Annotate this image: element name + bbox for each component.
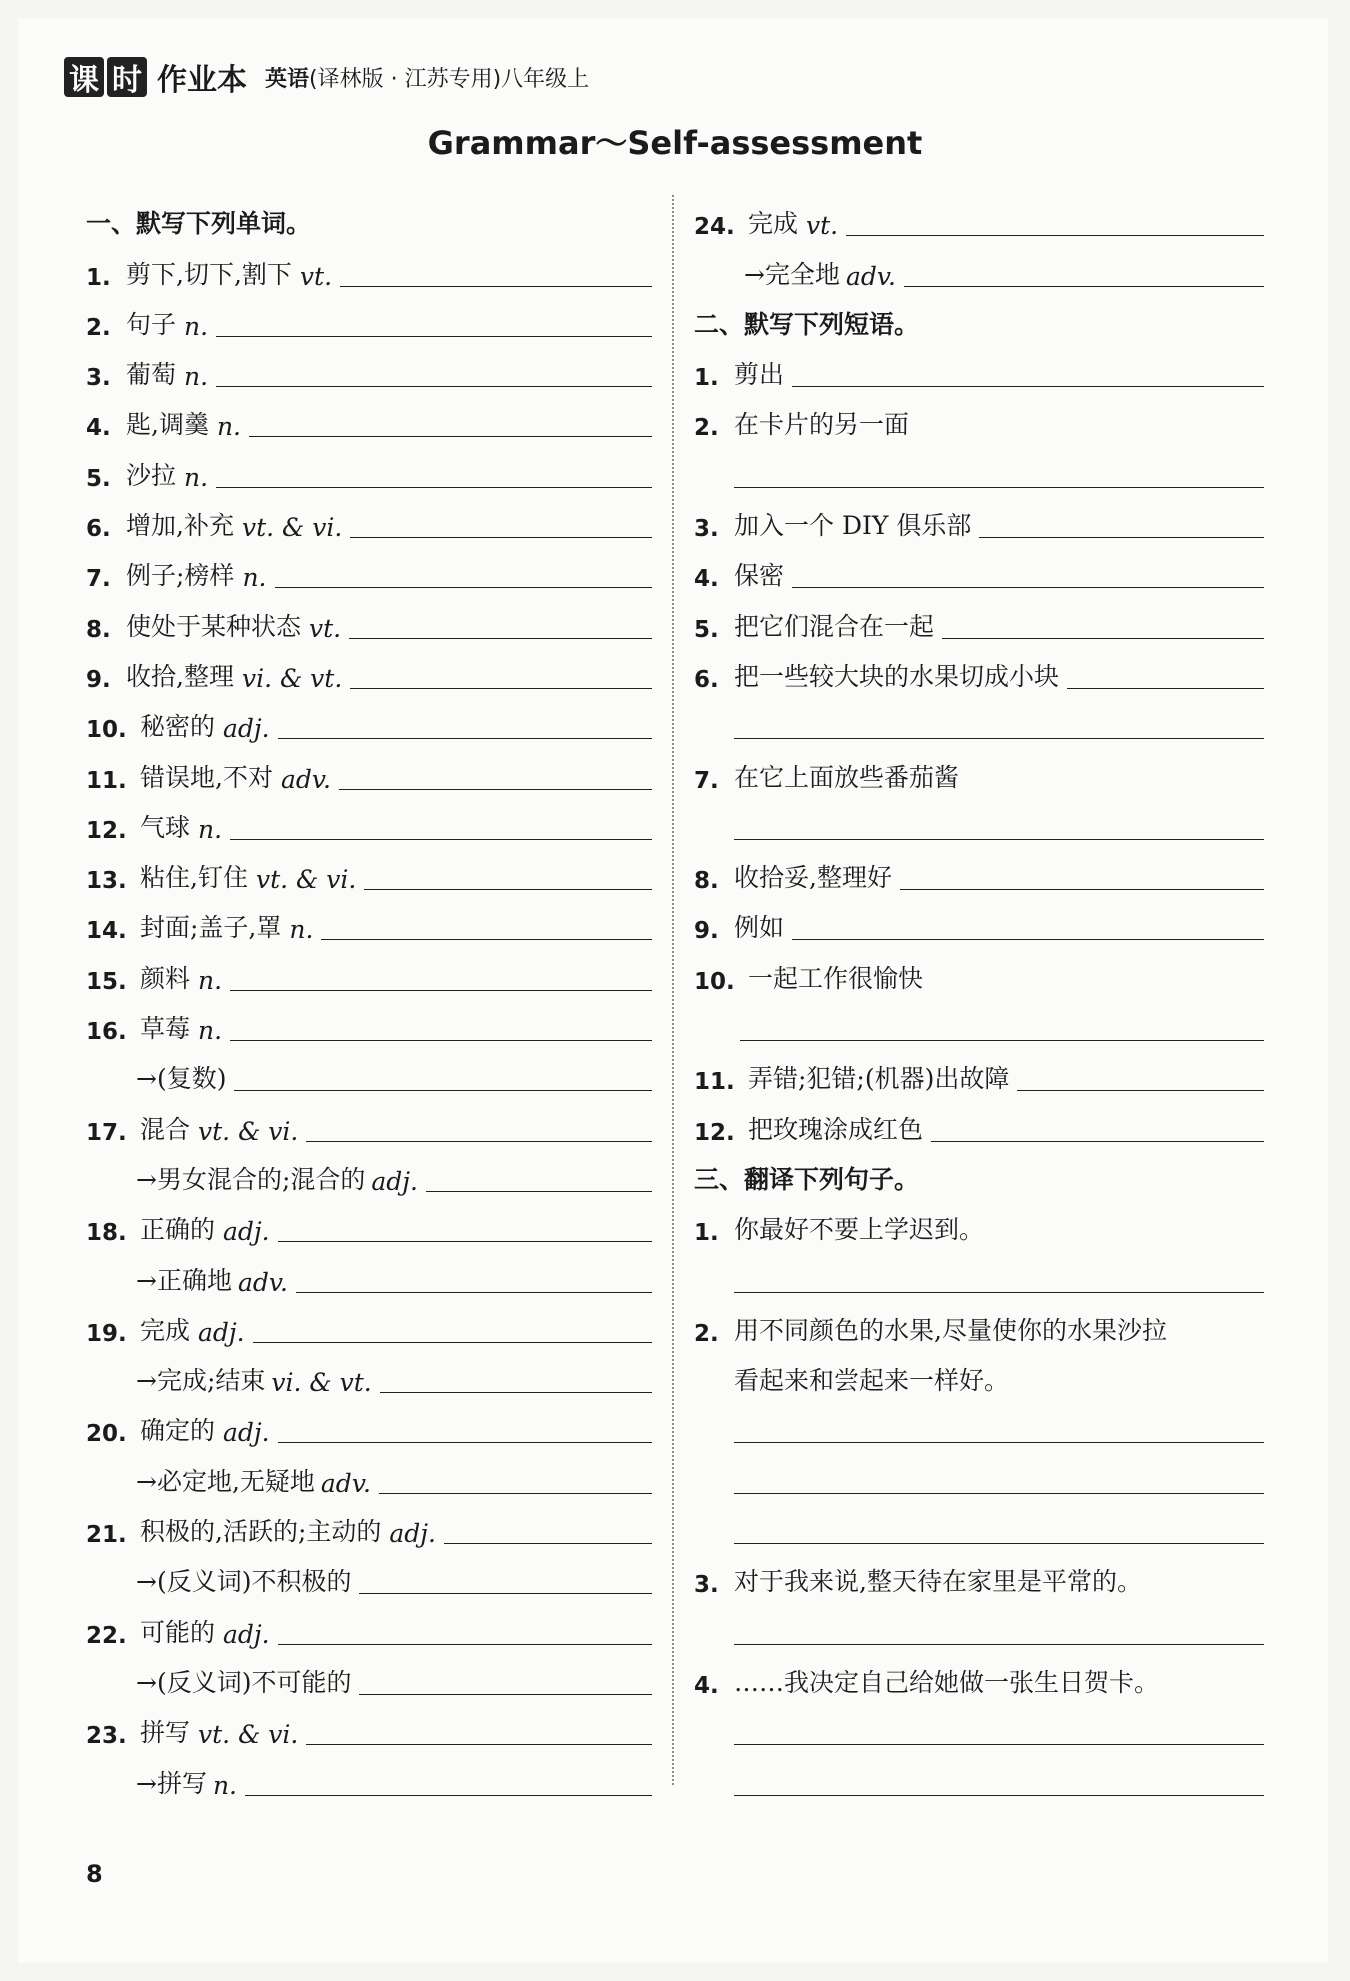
part-of-speech: adj.: [198, 1317, 245, 1347]
item-prompt: 句子: [126, 309, 177, 339]
item-prompt: 气球: [140, 812, 191, 842]
answer-blank[interactable]: [846, 205, 1264, 236]
item-prompt: 正确的: [140, 1215, 216, 1245]
part-of-speech: n.: [216, 412, 242, 442]
exercise-row: [86, 643, 652, 693]
part-of-speech: adj.: [389, 1519, 436, 1549]
part-of-speech: adj.: [223, 714, 270, 744]
item-number: 3.: [86, 365, 111, 392]
item-number: 10.: [694, 968, 735, 995]
answer-row: [694, 1246, 1264, 1296]
exercise-row: [86, 944, 652, 994]
answer-blank[interactable]: [296, 1262, 652, 1293]
exercise-row: [694, 743, 1264, 793]
derived-prompt: →拼写: [136, 1768, 207, 1798]
item-number: 4.: [694, 1672, 719, 1699]
derived-prompt: →男女混合的;混合的: [136, 1164, 366, 1194]
part-of-speech: n.: [184, 362, 209, 392]
item-number: 13.: [86, 868, 127, 895]
item-number: 3.: [694, 516, 719, 543]
exercise-row: [86, 441, 652, 491]
answer-blank[interactable]: [904, 256, 1264, 287]
answer-row: [694, 995, 1264, 1045]
item-prompt-continued: 看起来和尝起来一样好。: [734, 1366, 1010, 1396]
item-prompt: 收拾妥,整理好: [734, 863, 892, 893]
item-prompt: 沙拉: [126, 460, 177, 490]
item-number: 9.: [694, 918, 719, 945]
item-number: 5.: [86, 465, 111, 492]
item-number: 6.: [86, 516, 111, 543]
answer-blank[interactable]: [278, 1211, 652, 1242]
item-number: 8.: [694, 868, 719, 895]
item-prompt: 对于我来说,整天待在家里是平常的。: [734, 1567, 1142, 1597]
exercise-row: [86, 1045, 652, 1095]
left-column: [86, 190, 652, 1800]
part-of-speech: vt.: [299, 261, 333, 291]
answer-blank[interactable]: [444, 1513, 652, 1544]
answer-blank[interactable]: [321, 909, 652, 940]
item-number: 2.: [694, 1320, 719, 1347]
answer-blank[interactable]: [364, 859, 652, 890]
part-of-speech: vt.: [806, 211, 839, 241]
item-prompt: 可能的: [140, 1617, 216, 1647]
answer-blank[interactable]: [359, 1664, 652, 1695]
item-prompt: 错误地,不对: [140, 762, 273, 792]
exercise-row: [86, 1397, 652, 1447]
part-of-speech: adj.: [223, 1619, 270, 1649]
item-prompt: 拼写: [140, 1718, 191, 1748]
item-prompt: 颜料: [140, 963, 191, 993]
item-prompt: 你最好不要上学迟到。: [734, 1215, 985, 1245]
answer-blank[interactable]: [734, 1614, 1264, 1645]
answer-blank[interactable]: [278, 708, 652, 739]
part-of-speech: adj.: [223, 1217, 270, 1247]
part-of-speech: n.: [198, 965, 223, 995]
part-of-speech: vi. & vt.: [241, 663, 343, 693]
item-prompt: 增加,补充: [126, 511, 234, 541]
exercise-row: [86, 693, 652, 743]
item-prompt: 剪下,切下,割下: [126, 259, 292, 289]
part-of-speech: n.: [198, 1016, 223, 1046]
section-heading: [694, 291, 1264, 341]
answer-blank[interactable]: [900, 859, 1264, 890]
answer-blank[interactable]: [249, 406, 652, 437]
item-number: 7.: [86, 566, 111, 593]
answer-blank[interactable]: [734, 1463, 1264, 1494]
logo-char: 课: [64, 57, 104, 97]
exercise-row: [86, 1649, 652, 1699]
item-number: 21.: [86, 1522, 127, 1549]
item-number: 5.: [694, 616, 719, 643]
item-prompt: 混合: [140, 1114, 191, 1144]
item-prompt: 积极的,活跃的;主动的: [140, 1517, 382, 1547]
answer-blank[interactable]: [253, 1312, 652, 1343]
answer-blank[interactable]: [942, 608, 1264, 639]
exercise-row: [694, 844, 1264, 894]
item-prompt: 确定的: [140, 1416, 216, 1446]
exercise-row: [86, 844, 652, 894]
item-prompt: 匙,调羹: [126, 410, 209, 440]
item-prompt: 弄错;犯错;(机器)出故障: [748, 1064, 1010, 1094]
exercise-row: [694, 894, 1264, 944]
exercise-row: [86, 492, 652, 542]
answer-blank[interactable]: [740, 1010, 1264, 1041]
part-of-speech: adj.: [371, 1166, 418, 1196]
exercise-row: [694, 1045, 1264, 1095]
item-number: 2.: [86, 314, 111, 341]
answer-blank[interactable]: [339, 759, 652, 790]
answer-blank[interactable]: [234, 1060, 652, 1091]
exercise-row: [86, 391, 652, 441]
answer-blank[interactable]: [275, 557, 653, 588]
part-of-speech: vt. & vi.: [198, 1720, 299, 1750]
item-prompt: 在卡片的另一面: [734, 410, 910, 440]
exercise-row: [694, 643, 1264, 693]
answer-row: [694, 1598, 1264, 1648]
answer-blank[interactable]: [734, 708, 1264, 739]
item-prompt: 用不同颜色的水果,尽量使你的水果沙拉: [734, 1315, 1167, 1345]
part-of-speech: adv.: [237, 1267, 288, 1297]
item-number: 16.: [86, 1019, 127, 1046]
item-prompt: 保密: [734, 561, 785, 591]
answer-blank[interactable]: [734, 1513, 1264, 1544]
item-number: 19.: [86, 1320, 127, 1347]
item-prompt: 秘密的: [140, 712, 216, 742]
answer-blank[interactable]: [216, 457, 652, 488]
item-prompt: 把它们混合在一起: [734, 611, 935, 641]
exercise-row: [86, 341, 652, 391]
item-prompt: ……我决定自己给她做一张生日贺卡。: [734, 1667, 1160, 1697]
item-number: 24.: [694, 214, 735, 241]
derived-prompt: →完全地: [744, 259, 840, 289]
item-number: 2.: [694, 415, 719, 442]
item-prompt: 封面;盖子,罩: [140, 913, 282, 943]
exercise-row: [86, 794, 652, 844]
part-of-speech: vt.: [309, 613, 342, 643]
item-number: 1.: [694, 1220, 719, 1247]
section-heading-text: 一、默写下列单词。: [86, 209, 312, 239]
answer-blank[interactable]: [340, 256, 652, 287]
part-of-speech: n.: [212, 1770, 238, 1800]
exercise-row: [86, 1095, 652, 1145]
derived-prompt: →必定地,无疑地: [136, 1466, 315, 1496]
item-number: 10.: [86, 717, 127, 744]
exercise-row: [86, 291, 652, 341]
answer-blank[interactable]: [230, 960, 652, 991]
answer-blank[interactable]: [792, 557, 1264, 588]
part-of-speech: vt. & vi.: [255, 865, 357, 895]
exercise-row: [86, 1297, 652, 1347]
answer-blank[interactable]: [380, 1362, 652, 1393]
answer-blank[interactable]: [359, 1563, 652, 1594]
exercise-row: [86, 995, 652, 1045]
answer-blank[interactable]: [216, 306, 652, 337]
part-of-speech: vi. & vt.: [271, 1368, 372, 1398]
item-prompt: 完成: [140, 1315, 191, 1345]
exercise-row: [694, 190, 1264, 240]
item-prompt: 使处于某种状态: [126, 611, 302, 641]
item-number: 23.: [86, 1723, 127, 1750]
logo-char: 时: [107, 57, 147, 97]
exercise-row: [694, 1548, 1264, 1598]
answer-blank[interactable]: [792, 909, 1264, 940]
exercise-row: [694, 240, 1264, 290]
answer-row: [694, 441, 1264, 491]
part-of-speech: adv.: [845, 261, 896, 291]
item-number: 12.: [694, 1119, 735, 1146]
part-of-speech: n.: [242, 563, 267, 593]
part-of-speech: adv.: [320, 1468, 371, 1498]
subject-edition: (译林版 · 江苏专用)八年级上: [309, 66, 590, 92]
item-number: 20.: [86, 1421, 127, 1448]
exercise-row: [86, 1699, 652, 1749]
exercise-row: [694, 1347, 1264, 1397]
item-number: 11.: [86, 767, 127, 794]
answer-blank[interactable]: [792, 356, 1264, 387]
exercise-row: [86, 743, 652, 793]
part-of-speech: n.: [184, 462, 209, 492]
exercise-row: [694, 1649, 1264, 1699]
exercise-row: [694, 391, 1264, 441]
page-title: Grammar～Self-assessment: [427, 124, 923, 162]
derived-prompt: →(反义词)不积极的: [136, 1567, 352, 1597]
item-prompt: 加入一个 DIY 俱乐部: [734, 511, 972, 541]
answer-row: [694, 1749, 1264, 1799]
part-of-speech: n.: [198, 814, 223, 844]
item-prompt: 例子;榜样: [126, 561, 235, 591]
part-of-speech: n.: [184, 311, 209, 341]
item-number: 15.: [86, 968, 127, 995]
answer-blank[interactable]: [278, 1412, 652, 1443]
answer-row: [694, 1397, 1264, 1447]
answer-blank[interactable]: [306, 1111, 652, 1142]
exercise-row: [86, 1196, 652, 1246]
exercise-row: [694, 1095, 1264, 1145]
exercise-row: [86, 1548, 652, 1598]
exercise-row: [694, 1196, 1264, 1246]
answer-blank[interactable]: [306, 1714, 652, 1745]
exercise-row: [86, 542, 652, 592]
item-prompt: 葡萄: [126, 360, 177, 390]
exercise-row: [86, 1347, 652, 1397]
item-number: 3.: [694, 1572, 719, 1599]
item-number: 4.: [694, 566, 719, 593]
answer-blank[interactable]: [734, 1412, 1264, 1443]
item-prompt: 一起工作很愉快: [748, 963, 924, 993]
answer-row: [694, 1447, 1264, 1497]
item-prompt: 例如: [734, 913, 785, 943]
section-heading-text: 三、翻译下列句子。: [694, 1164, 920, 1194]
exercise-row: [86, 1749, 652, 1799]
subject-info: [265, 62, 589, 93]
item-prompt: 收拾,整理: [126, 661, 234, 691]
answer-row: [694, 1699, 1264, 1749]
item-number: 6.: [694, 666, 719, 693]
item-number: 7.: [694, 767, 719, 794]
item-number: 4.: [86, 415, 111, 442]
logo: [64, 57, 147, 97]
exercise-row: [694, 1297, 1264, 1347]
brand-name: 作业本: [157, 63, 247, 98]
part-of-speech: adv.: [280, 764, 331, 794]
exercise-row: [86, 592, 652, 642]
part-of-speech: vt. & vi.: [198, 1116, 299, 1146]
exercise-row: [694, 341, 1264, 391]
column-divider: [672, 195, 674, 1785]
exercise-row: [694, 492, 1264, 542]
answer-blank[interactable]: [979, 507, 1264, 538]
item-prompt: 粘住,钉住: [140, 863, 248, 893]
item-number: 18.: [86, 1220, 127, 1247]
item-number: 12.: [86, 817, 127, 844]
exercise-row: [86, 1246, 652, 1296]
item-number: 22.: [86, 1622, 127, 1649]
answer-blank[interactable]: [1017, 1060, 1264, 1091]
exercise-row: [694, 542, 1264, 592]
exercise-row: [86, 894, 652, 944]
exercise-row: [86, 1598, 652, 1648]
answer-row: [694, 794, 1264, 844]
answer-blank[interactable]: [931, 1111, 1264, 1142]
exercise-row: [86, 240, 652, 290]
answer-row: [694, 693, 1264, 743]
answer-blank[interactable]: [734, 809, 1264, 840]
answer-blank[interactable]: [379, 1463, 652, 1494]
answer-blank[interactable]: [426, 1161, 652, 1192]
item-number: 9.: [86, 666, 111, 693]
item-number: 8.: [86, 616, 111, 643]
item-prompt: 草莓: [140, 1014, 191, 1044]
answer-blank[interactable]: [278, 1614, 652, 1645]
part-of-speech: vt. & vi.: [241, 513, 343, 543]
derived-prompt: →正确地: [136, 1265, 232, 1295]
answer-blank[interactable]: [350, 507, 652, 538]
item-number: 1.: [86, 264, 111, 291]
header-brand: [64, 55, 589, 99]
derived-prompt: →(复数): [136, 1064, 227, 1094]
answer-blank[interactable]: [734, 1765, 1264, 1796]
page-number: 8: [86, 1860, 103, 1888]
right-column: [694, 190, 1264, 1800]
answer-blank[interactable]: [216, 356, 652, 387]
section-heading: [86, 190, 652, 240]
derived-prompt: →完成;结束: [136, 1366, 266, 1396]
item-prompt: 在它上面放些番茄酱: [734, 762, 960, 792]
item-prompt: 把一些较大块的水果切成小块: [734, 661, 1060, 691]
derived-prompt: →(反义词)不可能的: [136, 1667, 352, 1697]
part-of-speech: adj.: [223, 1418, 270, 1448]
item-prompt: 剪出: [734, 360, 785, 390]
answer-blank[interactable]: [230, 809, 652, 840]
answer-row: [694, 1498, 1264, 1548]
answer-blank[interactable]: [734, 1262, 1264, 1293]
answer-blank[interactable]: [734, 457, 1264, 488]
section-heading: [694, 1146, 1264, 1196]
part-of-speech: n.: [289, 915, 314, 945]
item-number: 17.: [86, 1119, 127, 1146]
item-prompt: 把玫瑰涂成红色: [748, 1114, 924, 1144]
exercise-row: [694, 944, 1264, 994]
item-number: 11.: [694, 1069, 735, 1096]
item-number: 1.: [694, 365, 719, 392]
answer-blank[interactable]: [349, 608, 652, 639]
item-number: 14.: [86, 918, 127, 945]
exercise-row: [86, 1447, 652, 1497]
answer-blank[interactable]: [245, 1765, 652, 1796]
exercise-row: [86, 1498, 652, 1548]
exercise-row: [694, 592, 1264, 642]
section-heading-text: 二、默写下列短语。: [694, 309, 920, 339]
answer-blank[interactable]: [350, 658, 652, 689]
item-prompt: 完成: [748, 209, 799, 239]
subject-name: 英语: [265, 66, 310, 92]
exercise-row: [86, 1146, 652, 1196]
answer-blank[interactable]: [230, 1010, 652, 1041]
answer-blank[interactable]: [1067, 658, 1264, 689]
answer-blank[interactable]: [734, 1714, 1264, 1745]
